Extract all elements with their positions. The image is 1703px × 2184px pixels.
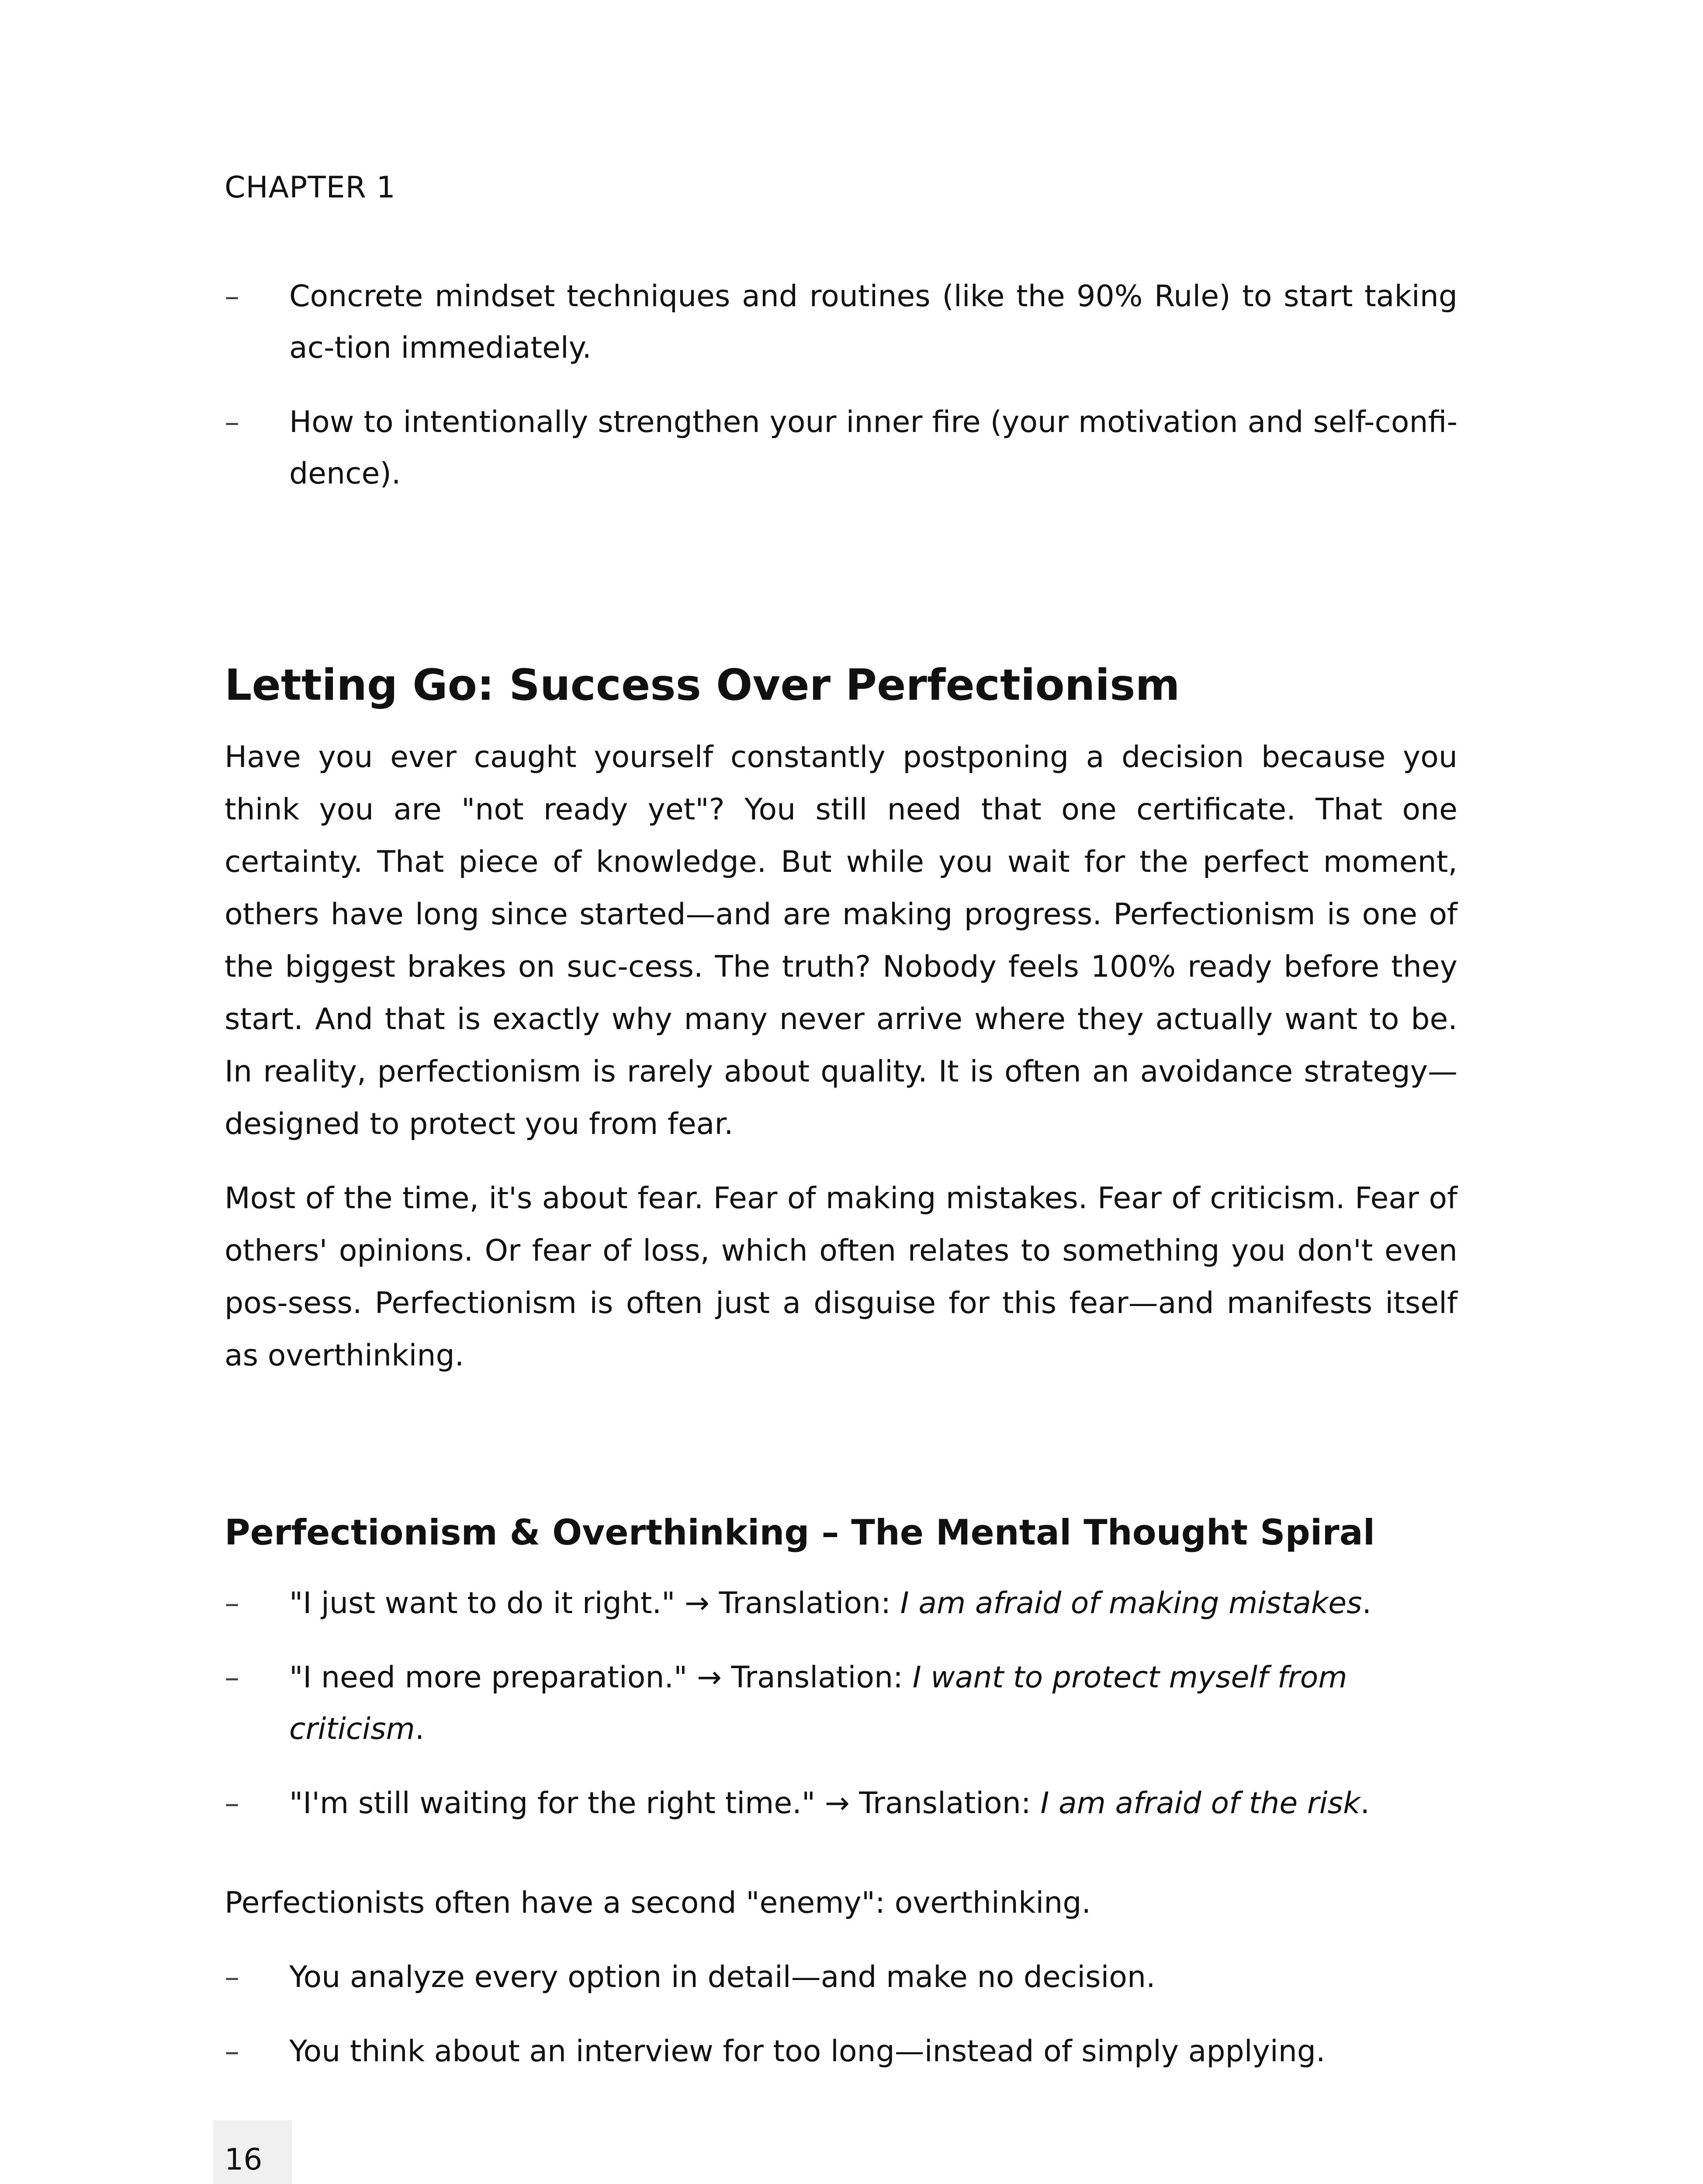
- dash-bullet: –: [225, 1660, 239, 1695]
- sentence-end: .: [415, 1712, 425, 1746]
- dash-bullet: –: [225, 405, 239, 439]
- body-paragraph: Perfectionists often have a second "enemy": overthinking.: [225, 1886, 1091, 1920]
- list-item: [225, 1778, 1457, 1829]
- dash-bullet: –: [225, 1960, 239, 1994]
- dash-bullet: –: [225, 279, 239, 314]
- dash-bullet: –: [225, 2034, 239, 2069]
- translation-meaning: I am afraid of the risk: [1040, 1786, 1360, 1821]
- section-heading: Letting Go: Success Over Perfectionism: [225, 660, 1180, 710]
- list-item-text: You analyze every option in detail—and make no decision.: [289, 1960, 1156, 1994]
- dash-bullet: –: [225, 1586, 239, 1621]
- list-item: [225, 397, 1457, 500]
- list-item: [225, 1652, 1457, 1755]
- translation-list: [225, 1578, 1457, 1829]
- sentence-end: .: [1360, 1786, 1370, 1821]
- running-head: CHAPTER 1: [225, 170, 396, 205]
- list-item-text: Concrete mindset techniques and routines (like the 90% Rule) to start taking ac-tion immediately.: [289, 279, 1457, 365]
- takeaways-list: [225, 271, 1457, 500]
- quote-text: "I need more preparation." → Translation:: [289, 1660, 913, 1695]
- page-content: [225, 166, 1457, 2100]
- sentence-end: .: [1362, 1586, 1372, 1621]
- list-item: [225, 1578, 1457, 1629]
- translation-meaning: I want to protect myself from criticism: [289, 1660, 1347, 1746]
- dash-bullet: –: [225, 1786, 239, 1821]
- body-paragraph: Have you ever caught yourself constantly postponing a decision because you think you are "not ready yet"? You still need that one certificate. That one certainty. That piece of knowledge. But while you wait for the perfect moment, others have long since started—and are making progress. Perfectionism is one of the biggest brakes on suc-cess. The truth? Nobody feels 100% ready before they start. And that is exactly why many never arrive where they actually want to be. In reality, perfectionism is rarely about quality. It is often an avoidance strategy—designed to protect you from fear.: [225, 740, 1457, 1141]
- quote-text: "I just want to do it right." → Translation:: [289, 1586, 900, 1621]
- page-number: 16: [225, 2143, 263, 2177]
- overthinking-list: [225, 1952, 1457, 2077]
- list-item: [225, 1952, 1457, 2003]
- list-item: [225, 271, 1457, 374]
- translation-meaning: I am afraid of making mistakes: [900, 1586, 1362, 1621]
- list-item-text: How to intentionally strengthen your inner fire (your motivation and self-confi-dence).: [289, 405, 1457, 491]
- body-paragraph: Most of the time, it's about fear. Fear of making mistakes. Fear of criticism. Fear of others' opinions. Or fear of loss, which often relates to something you don't even pos-sess. Perfectionism is often just a disguise for this fear—and manifests itself as overthinking.: [225, 1181, 1457, 1373]
- list-item: [225, 2026, 1457, 2077]
- quote-text: "I'm still waiting for the right time." → Translation:: [289, 1786, 1041, 1821]
- subsection-heading: Perfectionism & Overthinking – The Mental Thought Spiral: [225, 1512, 1375, 1553]
- list-item-text: You think about an interview for too long—instead of simply applying.: [289, 2034, 1326, 2069]
